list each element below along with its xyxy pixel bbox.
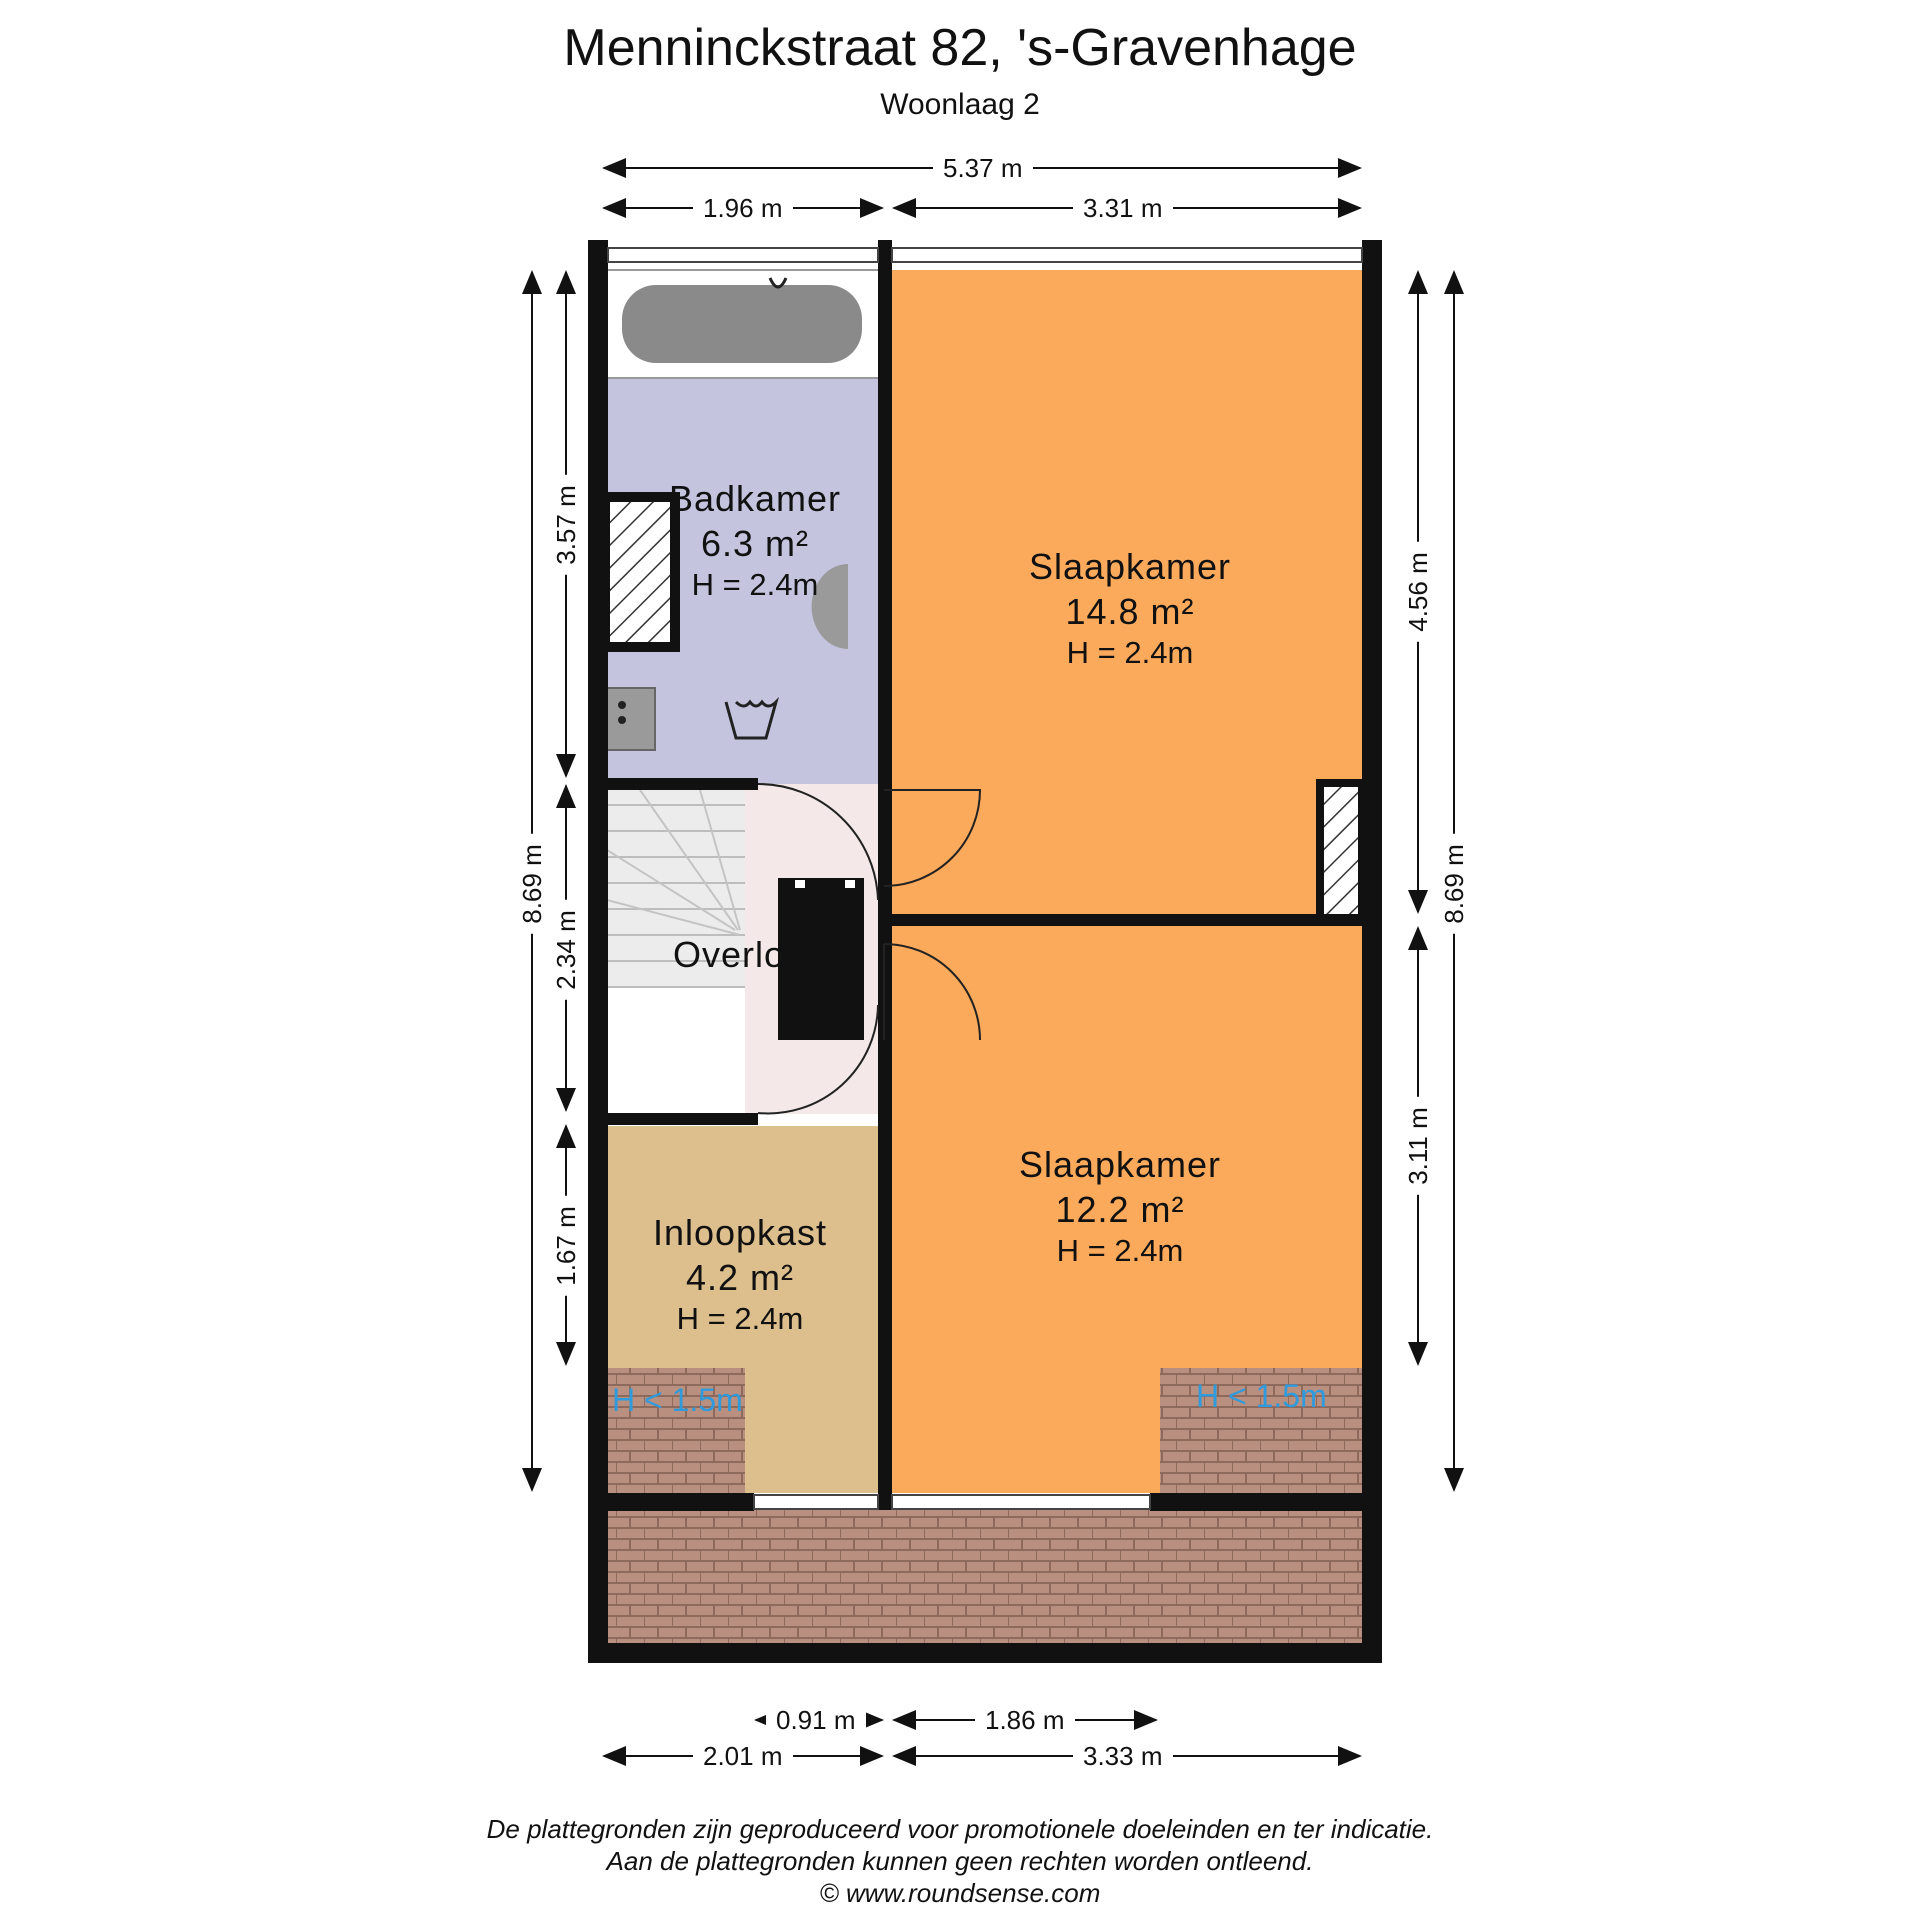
room-area: 4.2 m² bbox=[685, 1257, 795, 1298]
room-height: H = 2.4m bbox=[691, 567, 819, 602]
room-label-overloop bbox=[630, 932, 870, 977]
low-height-label-left: H < 1.5m bbox=[612, 1382, 743, 1418]
room-area: 14.8 m² bbox=[1065, 591, 1195, 632]
plan-title: Menninckstraat 82, 's-Gravenhage bbox=[563, 19, 1357, 77]
dim-top-total: 5.37 m bbox=[933, 153, 1033, 183]
room-area: 6.3 m² bbox=[700, 523, 810, 564]
roof-tiles bbox=[600, 1505, 1362, 1645]
room-name: Slaapkamer bbox=[1018, 1144, 1222, 1185]
dim-left-2: 2.34 m bbox=[551, 900, 581, 1000]
dim-bottom-mid: 1.86 m bbox=[975, 1705, 1075, 1735]
room-name: Badkamer bbox=[668, 478, 842, 519]
room-name: Overloop bbox=[672, 934, 828, 975]
room-height: H = 2.4m bbox=[1066, 635, 1194, 670]
dim-top-right: 3.31 m bbox=[1073, 193, 1173, 223]
dim-left-outer: 8.69 m bbox=[517, 834, 547, 934]
toilet bbox=[605, 688, 655, 750]
dim-right-outer: 8.69 m bbox=[1439, 834, 1469, 934]
shaft-bedroom bbox=[1320, 783, 1362, 919]
dim-bottom-right: 3.33 m bbox=[1073, 1741, 1173, 1771]
room-name: Inloopkast bbox=[652, 1212, 828, 1253]
room-label-slaapkamer-2 bbox=[970, 1142, 1270, 1271]
dim-left-3: 1.67 m bbox=[551, 1196, 581, 1296]
low-height-label-right: H < 1.5m bbox=[1196, 1378, 1327, 1414]
room-label-slaapkamer-1 bbox=[980, 544, 1280, 673]
room-height: H = 2.4m bbox=[676, 1301, 804, 1336]
disclaimer-line-2: Aan de plattegronden kunnen geen rechten worden ontleend. bbox=[606, 1846, 1314, 1876]
dim-right-1: 4.56 m bbox=[1403, 542, 1433, 642]
dim-top-left: 1.96 m bbox=[693, 193, 793, 223]
floor-subtitle: Woonlaag 2 bbox=[880, 88, 1040, 121]
dim-right-2: 3.11 m bbox=[1403, 1097, 1433, 1195]
copyright: © www.roundsense.com bbox=[819, 1878, 1101, 1908]
dim-bottom-small: 0.91 m bbox=[766, 1705, 866, 1735]
disclaimer-line-1: De plattegronden zijn geproduceerd voor promotionele doeleinden en ter indicatie. bbox=[486, 1814, 1434, 1844]
dim-bottom-left: 2.01 m bbox=[693, 1741, 793, 1771]
room-name: Slaapkamer bbox=[1028, 546, 1232, 587]
room-label-inloopkast bbox=[620, 1210, 860, 1339]
room-height: H = 2.4m bbox=[1056, 1233, 1184, 1268]
room-label-badkamer bbox=[640, 476, 870, 605]
room-area: 12.2 m² bbox=[1055, 1189, 1185, 1230]
dim-left-1: 3.57 m bbox=[551, 475, 581, 575]
